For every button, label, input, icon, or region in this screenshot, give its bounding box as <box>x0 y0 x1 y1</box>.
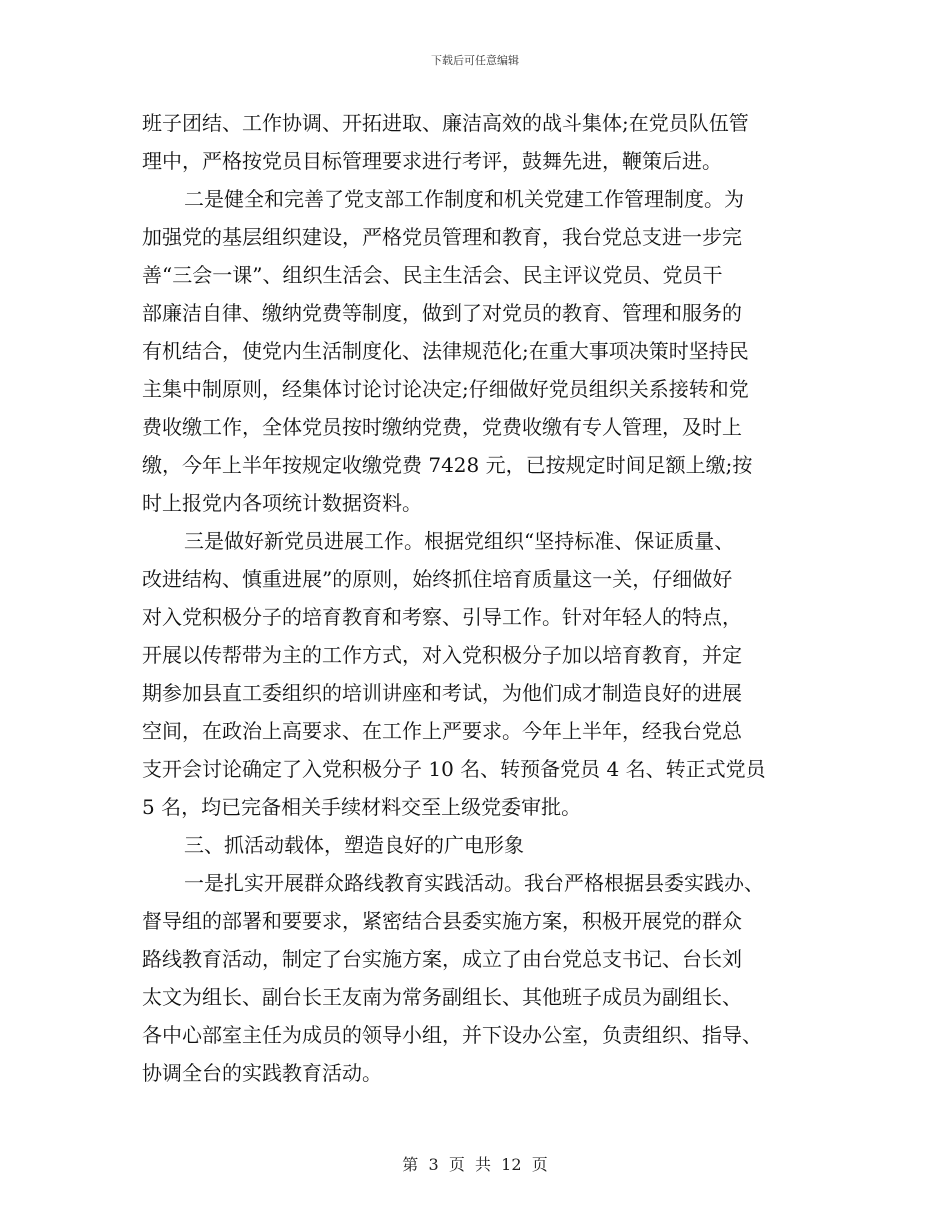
page-number-footer: 第 3 页 共 12 页 <box>402 1155 548 1174</box>
text-line: 各中心部室主任为成员的领导小组，并下设办公室，负责组织、指导、 <box>142 1023 762 1047</box>
text-line: 空间，在政治上高要求、在工作上严要求。今年上半年，经我台党总 <box>142 719 742 743</box>
text-line: 有机结合，使党内生活制度化、法律规范化;在重大事项决策时坚持民 <box>142 339 749 363</box>
text-line: 费收缴工作，全体党员按时缴纳党费，党费收缴有专人管理，及时上 <box>142 415 742 439</box>
text-line: 三、抓活动载体，塑造良好的广电形象 <box>184 833 524 857</box>
text-line: 改进结构、慎重进展”的原则，始终抓住培育质量这一关，仔细做好 <box>142 567 733 591</box>
text-line: 二是健全和完善了党支部工作制度和机关党建工作管理制度。为 <box>184 187 744 211</box>
text-line: 支开会讨论确定了入党积极分子 10 名、转预备党员 4 名、转正式党员 <box>142 757 766 781</box>
text-line: 5 名，均已完备相关手续材料交至上级党委审批。 <box>142 795 582 819</box>
text-line: 督导组的部署和要要求，紧密结合县委实施方案，积极开展党的群众 <box>142 909 742 933</box>
document-body <box>142 104 818 1092</box>
text-line: 加强党的基层组织建设，严格党员管理和教育，我台党总支进一步完 <box>142 225 742 249</box>
page-header-note: 下载后可任意编辑 <box>431 54 519 67</box>
text-line: 对入党积极分子的培育教育和考察、引导工作。针对年轻人的特点， <box>142 605 742 629</box>
text-line: 期参加县直工委组织的培训讲座和考试，为他们成才制造良好的进展 <box>142 681 742 705</box>
text-line: 时上报党内各项统计数据资料。 <box>142 491 422 515</box>
text-line: 开展以传帮带为主的工作方式，对入党积极分子加以培育教育，并定 <box>142 643 742 667</box>
text-line: 太文为组长、副台长王友南为常务副组长、其他班子成员为副组长、 <box>142 985 742 1009</box>
text-line: 班子团结、工作协调、开拓进取、廉洁高效的战斗集体;在党员队伍管 <box>142 111 749 135</box>
text-line: 理中，严格按党员目标管理要求进行考评，鼓舞先进，鞭策后进。 <box>142 149 722 173</box>
text-line: 主集中制原则，经集体讨论讨论决定;仔细做好党员组织关系接转和党 <box>142 377 749 401</box>
text-line: 路线教育活动，制定了台实施方案，成立了由台党总支书记、台长刘 <box>142 947 742 971</box>
text-line: 善“三会一课”、组织生活会、民主生活会、民主评议党员、党员干 <box>142 263 723 287</box>
text-line: 缴，今年上半年按规定收缴党费 7428 元，已按规定时间足额上缴;按 <box>142 453 753 477</box>
text-line: 一是扎实开展群众路线教育实践活动。我台严格根据县委实践办、 <box>184 871 764 895</box>
text-line: 三是做好新党员进展工作。根据党组织“坚持标准、保证质量、 <box>184 529 735 553</box>
text-line: 部廉洁自律、缴纳党费等制度，做到了对党员的教育、管理和服务的 <box>142 301 742 325</box>
text-line: 协调全台的实践教育活动。 <box>142 1061 382 1085</box>
